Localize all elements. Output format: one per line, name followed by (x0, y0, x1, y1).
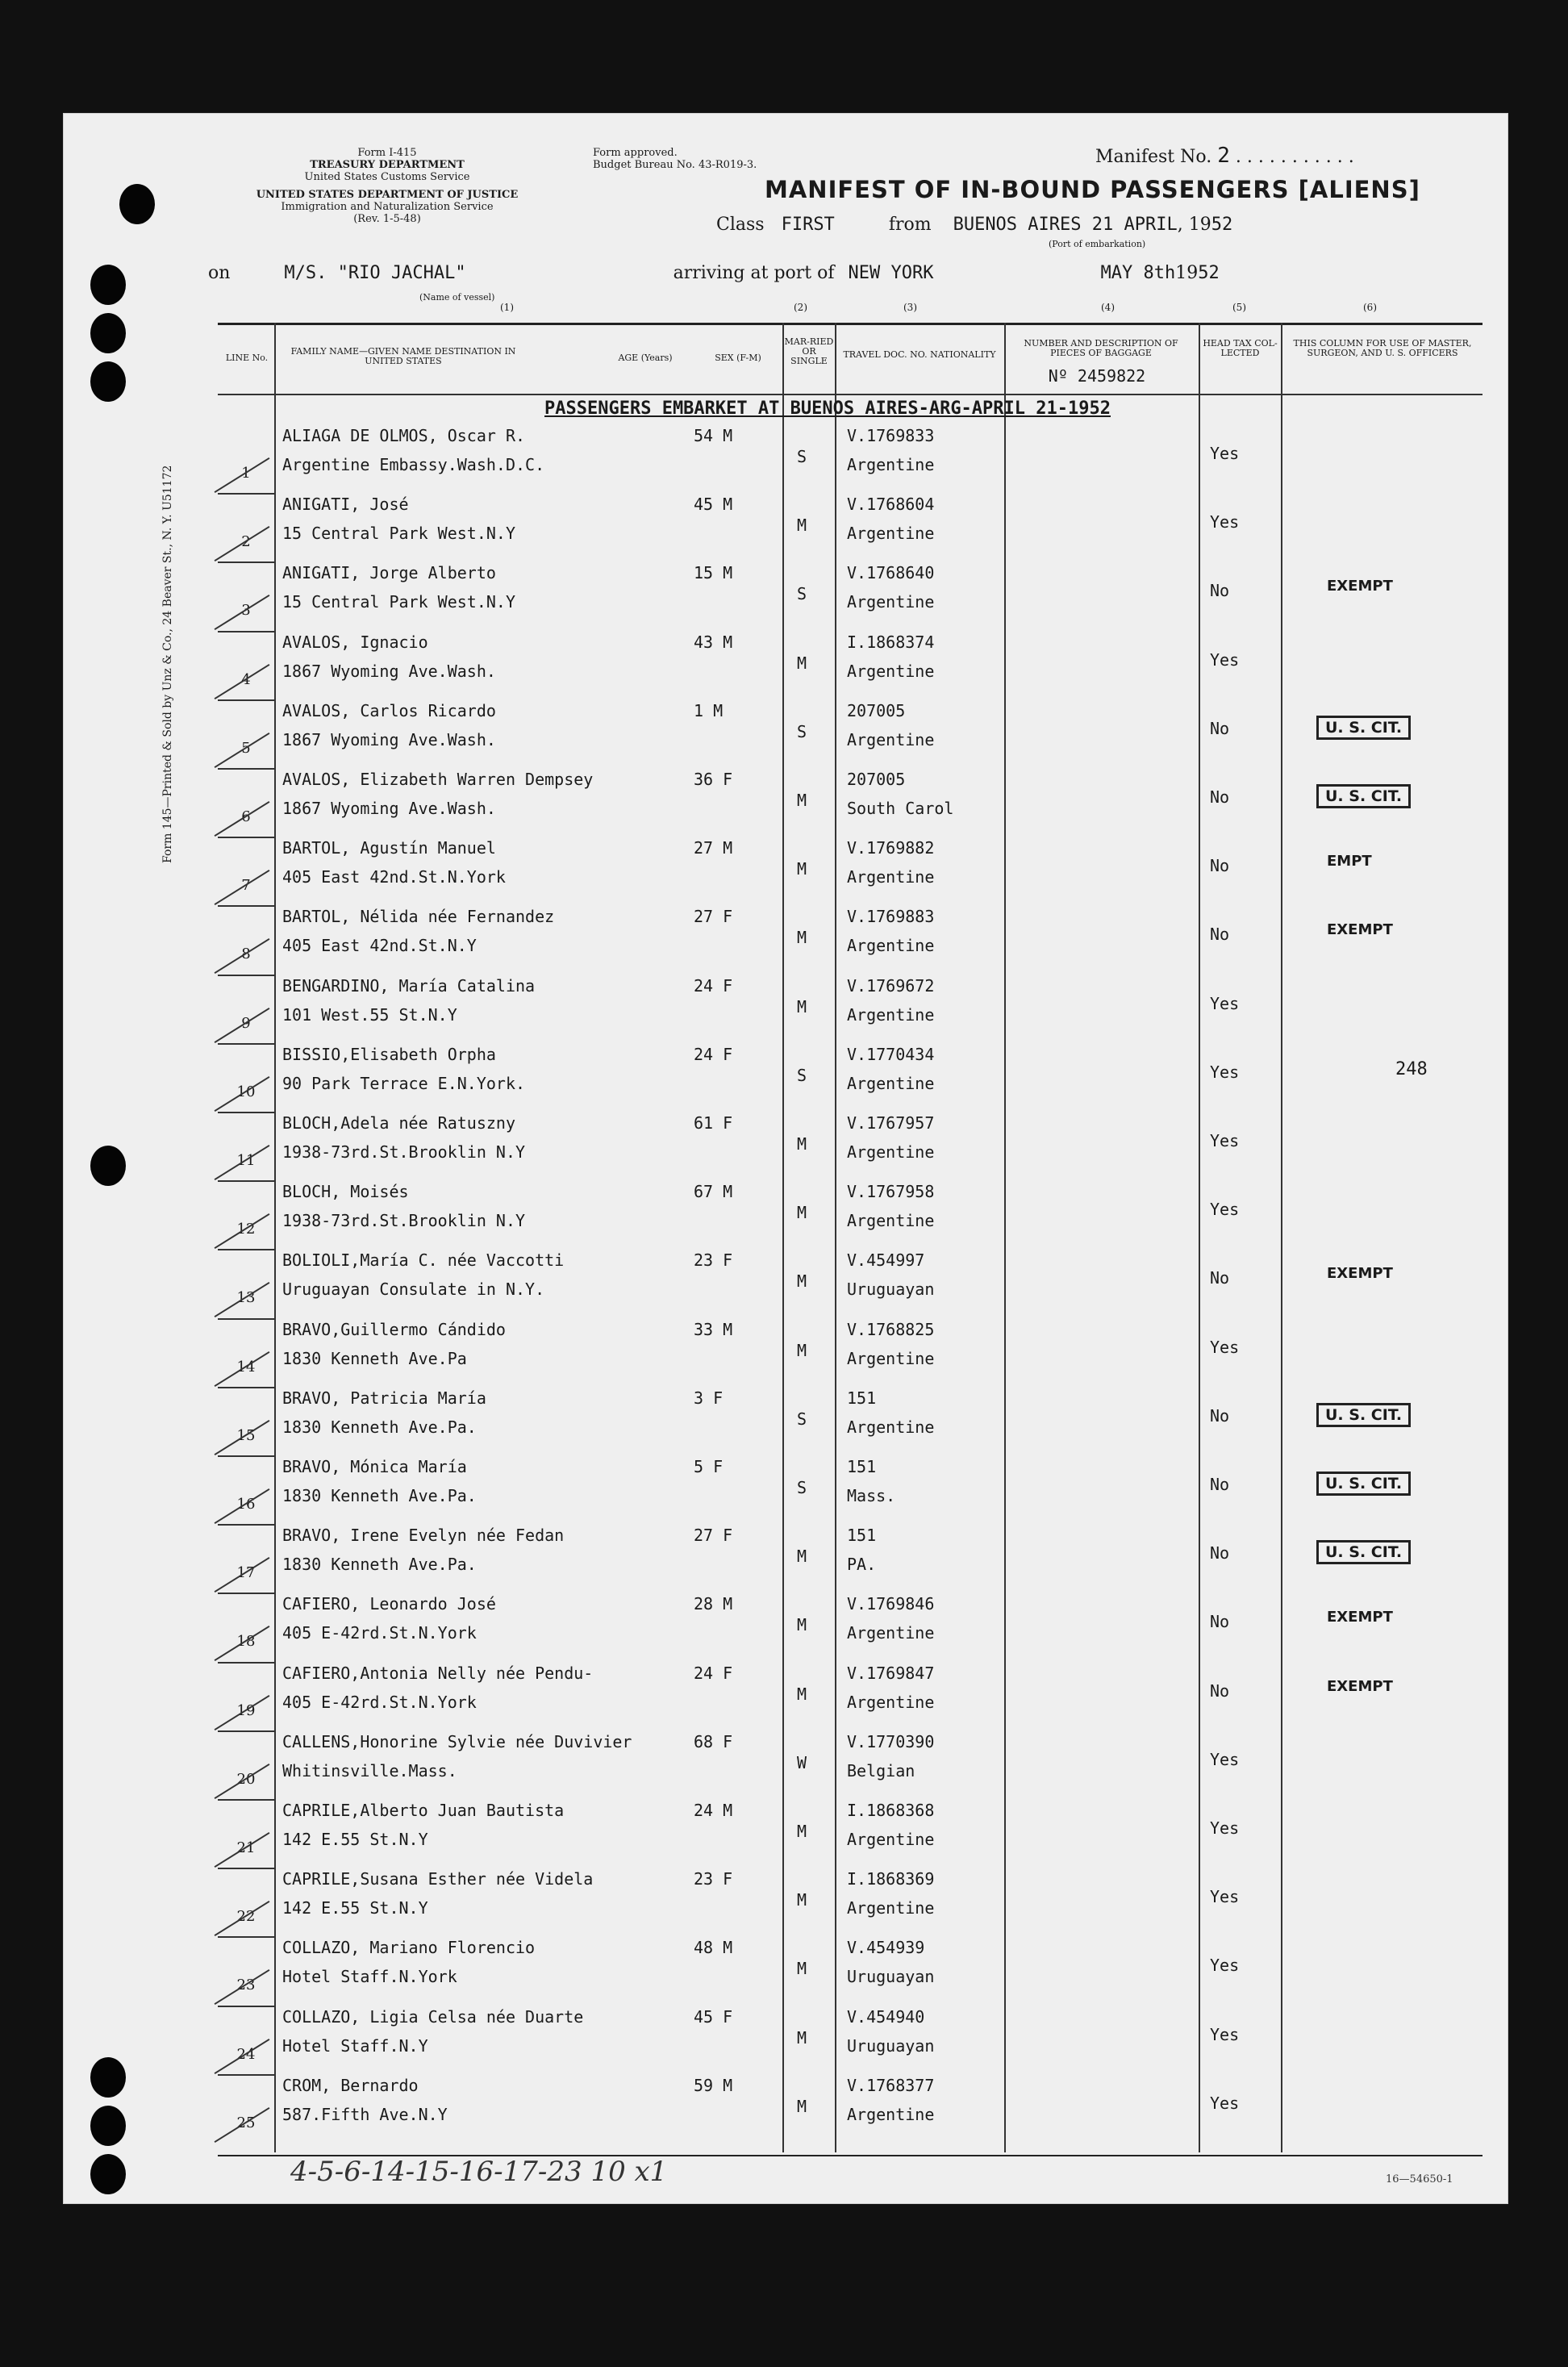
line-number: 6 (241, 808, 251, 825)
marital-status: M (797, 1203, 807, 1223)
line-number: 2 (241, 533, 251, 551)
th-age: AGE (Years) (618, 353, 673, 363)
punch-hole (90, 2154, 126, 2194)
passenger-name: COLLAZO, Ligia Celsa née Duarte (282, 2006, 584, 2027)
age-sex: 45 M (694, 495, 733, 515)
head-tax: Yes (1210, 2024, 1240, 2044)
nationality: Argentine (847, 455, 935, 474)
head-tax: No (1210, 1475, 1230, 1494)
head-tax: Yes (1210, 2093, 1240, 2113)
line-number: 1 (241, 465, 251, 482)
col-num: (1) (500, 302, 514, 313)
travel-doc-number: V.1768604 (847, 495, 935, 515)
arrival-date: MAY 8th (1100, 263, 1176, 283)
dept-block (202, 189, 573, 225)
marital-status: M (797, 859, 807, 879)
nationality: Belgian (847, 1760, 915, 1780)
age-sex: 48 M (694, 1938, 733, 1958)
passenger-name: BRAVO, Irene Evelyn née Fedan (282, 1526, 565, 1546)
ins-service: Immigration and Naturalization Service (281, 201, 494, 213)
travel-doc-number: I.1868369 (847, 1869, 935, 1889)
head-tax: No (1210, 856, 1230, 876)
age-sex: 24 F (694, 975, 733, 996)
marital-status: W (797, 1752, 807, 1772)
line-number: 25 (236, 2114, 256, 2131)
travel-doc-number: 207005 (847, 700, 906, 720)
marital-status: M (797, 653, 807, 673)
head-tax: Yes (1210, 649, 1240, 670)
col-num: (2) (794, 302, 807, 313)
form-number: Form I-415 (357, 147, 417, 159)
punch-hole (90, 2057, 126, 2098)
destination: 1830 Kenneth Ave.Pa. (282, 1486, 477, 1505)
embarkation-note: PASSENGERS EMBARKET AT BUENOS AIRES-ARG-APRIL 21-1952 (544, 399, 1111, 419)
passenger-name: ANIGATI, José (282, 495, 409, 515)
header-rule (218, 394, 1483, 395)
passenger-name: BLOCH, Moisés (282, 1182, 409, 1202)
vessel-name: M/S. "RIO JACHAL" (284, 263, 466, 283)
table-row (218, 976, 1483, 1046)
travel-doc-number: V.1767957 (847, 1113, 935, 1133)
line-number: 17 (236, 1564, 256, 1582)
head-tax: Yes (1210, 512, 1240, 532)
travel-doc-number: V.1769883 (847, 907, 935, 927)
passenger-name: CAPRILE,Susana Esther née Videla (282, 1869, 594, 1889)
th-baggage: NUMBER AND DESCRIPTION OF PIECES OF BAGGAGE (1024, 338, 1178, 358)
treasury-dept: TREASURY DEPARTMENT (310, 159, 465, 171)
head-tax: No (1210, 1405, 1230, 1426)
officer-remark: EMPT (1327, 853, 1372, 870)
destination: 405 East 42nd.St.N.York (282, 867, 506, 887)
passenger-name: CAFIERO, Leonardo José (282, 1594, 496, 1614)
travel-doc-number: I.1868374 (847, 632, 935, 652)
form-approved: Form approved. (593, 147, 678, 159)
table-row (218, 1250, 1483, 1320)
passenger-name: CAFIERO,Antonia Nelly née Pendu- (282, 1663, 594, 1683)
age-sex: 15 M (694, 563, 733, 583)
nationality: Argentine (847, 1830, 935, 1849)
port-embark-caption: (Port of embarkation) (1049, 239, 1146, 249)
line-number: 7 (241, 877, 251, 895)
marital-status: M (797, 1134, 807, 1154)
passenger-name: CROM, Bernardo (282, 2075, 419, 2095)
vessel-line (208, 263, 1483, 283)
line-number: 24 (236, 2045, 256, 2063)
age-sex: 45 F (694, 2006, 733, 2027)
marital-status: M (797, 1959, 807, 1979)
destination: 1830 Kenneth Ave.Pa. (282, 1555, 477, 1575)
travel-doc-number: 151 (847, 1526, 877, 1546)
class-value: FIRST (781, 215, 835, 235)
nationality: PA. (847, 1555, 877, 1575)
marital-status: M (797, 1890, 807, 1910)
us-citizen-stamp: U. S. CIT. (1316, 1403, 1411, 1427)
line-number: 9 (241, 1014, 251, 1032)
head-tax: Yes (1210, 1956, 1240, 1976)
marital-status: M (797, 1547, 807, 1567)
table-row (218, 907, 1483, 976)
destination: 587.Fifth Ave.N.Y (282, 2104, 448, 2124)
dept-justice: UNITED STATES DEPARTMENT OF JUSTICE (256, 189, 519, 201)
marital-status: M (797, 516, 807, 536)
marital-status: M (797, 1340, 807, 1360)
table-row (218, 1594, 1483, 1664)
passenger-name: ALIAGA DE OLMOS, Oscar R. (282, 426, 526, 445)
nationality: Argentine (847, 729, 935, 749)
marital-status: S (797, 1478, 807, 1497)
th-name: FAMILY NAME—GIVEN NAME DESTINATION IN UNITED STATES (290, 346, 516, 366)
head-tax: Yes (1210, 1749, 1240, 1769)
line-number: 4 (241, 670, 251, 688)
passenger-name: BENGARDINO, María Catalina (282, 975, 536, 996)
line-number: 8 (241, 946, 251, 963)
handwritten-tally: 4-5-6-14-15-16-17-23 10 x1 (290, 2156, 668, 2188)
travel-doc-number: 151 (847, 1457, 877, 1476)
marital-status: M (797, 791, 807, 810)
col-num: (6) (1363, 302, 1377, 313)
from-label: from (888, 215, 932, 235)
line-number: 13 (236, 1289, 256, 1307)
th-married: MAR-RIED OR SINGLE (784, 336, 834, 366)
head-tax: Yes (1210, 1200, 1240, 1220)
head-tax: Yes (1210, 1062, 1240, 1082)
passenger-name: AVALOS, Elizabeth Warren Dempsey (282, 770, 594, 789)
travel-doc-number: V.1767958 (847, 1182, 935, 1202)
head-tax: Yes (1210, 1131, 1240, 1150)
officer-remark: EXEMPT (1327, 1609, 1393, 1626)
table-row (218, 838, 1483, 908)
table-row (218, 1664, 1483, 1733)
destination: 15 Central Park West.N.Y (282, 592, 515, 612)
punch-hole (90, 1146, 126, 1186)
th-travel-doc: TRAVEL DOC. NO. NATIONALITY (843, 349, 996, 360)
marital-status: M (797, 928, 807, 948)
customs-service: United States Customs Service (304, 171, 470, 183)
destination: 405 E-42rd.St.N.York (282, 1692, 477, 1712)
table-row (218, 1457, 1483, 1526)
manifest-number (1095, 144, 1354, 168)
col-num: (4) (1101, 302, 1115, 313)
age-sex: 36 F (694, 770, 733, 789)
embark-year: 52 (1211, 215, 1233, 235)
officer-remark: 248 (1395, 1058, 1428, 1079)
table-row (218, 1526, 1483, 1595)
punch-hole (90, 265, 126, 305)
destination: 101 West.55 St.N.Y (282, 1004, 457, 1025)
th-head-tax: HEAD TAX COL-LECTED (1203, 338, 1278, 358)
age-sex: 5 F (694, 1457, 724, 1476)
table-row (218, 1388, 1483, 1458)
destination: 1867 Wyoming Ave.Wash. (282, 661, 496, 681)
marital-status: M (797, 2096, 807, 2116)
table-row (218, 701, 1483, 770)
table-row (218, 1045, 1483, 1114)
line-number: 11 (236, 1152, 256, 1169)
nationality: Uruguayan (847, 2035, 935, 2056)
head-tax: No (1210, 1680, 1230, 1701)
destination: 1867 Wyoming Ave.Wash. (282, 729, 496, 749)
table-row (218, 632, 1483, 702)
table-row (218, 1938, 1483, 2007)
col-num: (5) (1232, 302, 1246, 313)
age-sex: 54 M (694, 426, 733, 445)
arrival-year: 52 (1198, 263, 1220, 283)
head-tax: Yes (1210, 1818, 1240, 1838)
age-sex: 24 M (694, 1801, 733, 1820)
destination: 90 Park Terrace E.N.York. (282, 1073, 526, 1093)
age-sex: 59 M (694, 2075, 733, 2095)
destination: 1938-73rd.St.Brooklin N.Y (282, 1211, 526, 1231)
marital-status: S (797, 721, 807, 741)
rev-date: (Rev. 1-5-48) (353, 213, 421, 225)
head-tax: No (1210, 925, 1230, 945)
nationality: Argentine (847, 1348, 935, 1368)
travel-doc-number: 151 (847, 1388, 877, 1408)
on-label: on (208, 263, 231, 283)
passenger-name: ANIGATI, Jorge Alberto (282, 563, 496, 583)
class-line (716, 215, 1474, 235)
head-tax: No (1210, 787, 1230, 807)
passenger-name: BLOCH,Adela née Ratuszny (282, 1113, 515, 1133)
us-citizen-stamp: U. S. CIT. (1316, 1472, 1411, 1496)
table-row (218, 2007, 1483, 2077)
vessel-caption: (Name of vessel) (419, 292, 495, 303)
punch-hole (119, 184, 155, 224)
baggage-number: Nº 2459822 (1048, 366, 1146, 386)
travel-doc-number: V.1768825 (847, 1319, 935, 1339)
travel-doc-number: V.454939 (847, 1938, 925, 1958)
age-sex: 24 F (694, 1663, 733, 1683)
destination: 1938-73rd.St.Brooklin N.Y (282, 1142, 526, 1162)
marital-status: M (797, 1822, 807, 1841)
nationality: Argentine (847, 1692, 935, 1712)
us-citizen-stamp: U. S. CIT. (1316, 1540, 1411, 1564)
table-row (218, 2076, 1483, 2145)
line-number: 18 (236, 1633, 256, 1651)
line-number: 16 (236, 1496, 256, 1513)
arrival-port: NEW YORK (848, 263, 934, 283)
officer-remark: EXEMPT (1327, 921, 1393, 939)
table-row (218, 1732, 1483, 1801)
line-number: 19 (236, 1701, 256, 1719)
destination: 1867 Wyoming Ave.Wash. (282, 799, 496, 818)
marital-status: M (797, 996, 807, 1017)
age-sex: 23 F (694, 1869, 733, 1889)
passenger-name: CAPRILE,Alberto Juan Bautista (282, 1801, 565, 1820)
manifest-value: 2 (1217, 144, 1230, 168)
age-sex: 23 F (694, 1250, 733, 1271)
age-sex: 27 M (694, 838, 733, 858)
passenger-name: CALLENS,Honorine Sylvie née Duvivier (282, 1731, 632, 1751)
nationality: South Carol (847, 799, 954, 818)
marital-status: S (797, 447, 807, 466)
line-number: 12 (236, 1221, 256, 1238)
nationality: Argentine (847, 1142, 935, 1162)
passenger-name: BISSIO,Elisabeth Orpha (282, 1044, 496, 1064)
approval-block (593, 147, 835, 171)
line-number: 20 (236, 1770, 256, 1788)
travel-doc-number: V.1768640 (847, 563, 935, 583)
class-label: Class (716, 215, 765, 235)
travel-doc-number: V.1770434 (847, 1044, 935, 1064)
travel-doc-number: V.1769846 (847, 1594, 935, 1614)
marital-status: M (797, 1615, 807, 1635)
destination: Argentine Embassy.Wash.D.C. (282, 455, 545, 474)
destination: 142 E.55 St.N.Y (282, 1830, 428, 1849)
printer-imprint: Form 145—Printed & Sold by Unz & Co., 24 Beaver St., N. Y. U51172 (161, 465, 174, 863)
passenger-name: AVALOS, Ignacio (282, 632, 428, 652)
line-number: 15 (236, 1426, 256, 1444)
officer-remark: EXEMPT (1327, 1677, 1393, 1695)
head-tax: Yes (1210, 1337, 1240, 1357)
age-sex: 24 F (694, 1044, 733, 1064)
th-officers: THIS COLUMN FOR USE OF MASTER, SURGEON, AND U. S. OFFICERS (1293, 338, 1472, 358)
travel-doc-number: V.1769833 (847, 426, 935, 445)
line-number: 14 (236, 1358, 256, 1376)
destination: 142 E.55 St.N.Y (282, 1898, 428, 1918)
nationality: Argentine (847, 936, 935, 956)
head-tax: No (1210, 1268, 1230, 1288)
nationality: Argentine (847, 1073, 935, 1093)
nationality: Argentine (847, 592, 935, 612)
col-num: (3) (903, 302, 917, 313)
arriving-label: arriving at port of (673, 263, 835, 283)
marital-status: M (797, 2027, 807, 2048)
destination: 1830 Kenneth Ave.Pa. (282, 1417, 477, 1437)
nationality: Argentine (847, 2104, 935, 2124)
travel-doc-number: V.1769882 (847, 838, 935, 858)
head-tax: No (1210, 581, 1230, 601)
line-number: 23 (236, 1977, 256, 1994)
nationality: Uruguayan (847, 1967, 935, 1987)
passenger-name: BOLIOLI,María C. née Vaccotti (282, 1250, 565, 1271)
nationality: Argentine (847, 1004, 935, 1025)
manifest-label: Manifest No. (1095, 147, 1212, 167)
marital-status: S (797, 584, 807, 604)
nationality: Argentine (847, 1211, 935, 1231)
nationality: Argentine (847, 1898, 935, 1918)
marital-status: S (797, 1409, 807, 1429)
nationality: Argentine (847, 1417, 935, 1437)
head-tax: Yes (1210, 993, 1240, 1013)
passenger-name: BRAVO,Guillermo Cándido (282, 1319, 506, 1339)
passenger-name: AVALOS, Carlos Ricardo (282, 700, 496, 720)
passenger-name: BRAVO, Mónica María (282, 1457, 467, 1476)
table-row (218, 1801, 1483, 1870)
age-sex: 27 F (694, 907, 733, 927)
passenger-name: BARTOL, Agustín Manuel (282, 838, 496, 858)
age-sex: 27 F (694, 1526, 733, 1546)
year-prefix: , 19 (1177, 215, 1211, 235)
table-row (218, 1113, 1483, 1183)
travel-doc-number: I.1868368 (847, 1801, 935, 1820)
line-number: 10 (236, 1083, 256, 1100)
age-sex: 3 F (694, 1388, 724, 1408)
travel-doc-number: V.454997 (847, 1250, 925, 1271)
line-number: 5 (241, 739, 251, 757)
nationality: Uruguayan (847, 1280, 935, 1300)
page-title: MANIFEST OF IN-BOUND PASSENGERS [ALIENS] (765, 176, 1420, 203)
destination: 1830 Kenneth Ave.Pa (282, 1348, 467, 1368)
head-tax: No (1210, 1543, 1230, 1563)
passenger-name: BARTOL, Nélida née Fernandez (282, 907, 555, 927)
table-row (218, 1869, 1483, 1939)
travel-doc-number: V.1769672 (847, 975, 935, 996)
age-sex: 33 M (694, 1319, 733, 1339)
age-sex: 61 F (694, 1113, 733, 1133)
destination: 405 E-42rd.St.N.York (282, 1623, 477, 1643)
head-tax: Yes (1210, 1887, 1240, 1907)
destination: Hotel Staff.N.York (282, 1967, 457, 1987)
nationality: Argentine (847, 661, 935, 681)
marital-status: M (797, 1684, 807, 1704)
nationality: Argentine (847, 867, 935, 887)
officer-remark: EXEMPT (1327, 578, 1393, 595)
travel-doc-number: 207005 (847, 770, 906, 789)
table-row (218, 1320, 1483, 1389)
head-tax: No (1210, 718, 1230, 738)
punch-hole (90, 361, 126, 402)
passenger-name: COLLAZO, Mariano Florencio (282, 1938, 536, 1958)
travel-doc-number: V.1770390 (847, 1731, 935, 1751)
table-row (218, 563, 1483, 632)
line-number: 3 (241, 602, 251, 620)
punch-hole (90, 2106, 126, 2146)
th-line-no: LINE No. (225, 353, 269, 363)
age-sex: 43 M (694, 632, 733, 652)
destination: Uruguayan Consulate in N.Y. (282, 1280, 545, 1300)
age-sex: 1 M (694, 700, 724, 720)
nationality: Argentine (847, 1623, 935, 1643)
travel-doc-number: V.1769847 (847, 1663, 935, 1683)
form-block (266, 147, 508, 183)
travel-doc-number: V.454940 (847, 2006, 925, 2027)
table-row (218, 495, 1483, 564)
destination: Whitinsville.Mass. (282, 1760, 457, 1780)
table-row (218, 770, 1483, 839)
travel-doc-number: V.1768377 (847, 2075, 935, 2095)
age-sex: 68 F (694, 1731, 733, 1751)
port-embarkation: BUENOS AIRES 21 APRIL (953, 215, 1178, 235)
officer-remark: EXEMPT (1327, 1265, 1393, 1283)
line-number: 22 (236, 1908, 256, 1926)
nationality: Argentine (847, 524, 935, 544)
us-citizen-stamp: U. S. CIT. (1316, 716, 1411, 740)
arrival-year-prefix: 19 (1175, 263, 1199, 283)
th-sex: SEX (F-M) (715, 353, 761, 363)
punch-hole (90, 313, 126, 353)
head-tax: No (1210, 1612, 1230, 1632)
head-tax: Yes (1210, 444, 1240, 463)
destination: 405 East 42nd.St.N.Y (282, 936, 477, 956)
budget-bureau: Budget Bureau No. 43-R019-3. (593, 159, 757, 171)
line-number: 21 (236, 1839, 256, 1856)
table-row (218, 1182, 1483, 1251)
us-citizen-stamp: U. S. CIT. (1316, 784, 1411, 808)
manifest-dots: . . . . . . . . . . . (1235, 147, 1354, 167)
destination: 15 Central Park West.N.Y (282, 524, 515, 544)
marital-status: M (797, 1271, 807, 1292)
marital-status: S (797, 1065, 807, 1085)
passenger-name: BRAVO, Patricia María (282, 1388, 486, 1408)
table-row (218, 426, 1483, 495)
form-code: 16—54650-1 (1386, 2173, 1453, 2185)
nationality: Mass. (847, 1486, 896, 1505)
age-sex: 67 M (694, 1182, 733, 1202)
destination: Hotel Staff.N.Y (282, 2035, 428, 2056)
age-sex: 28 M (694, 1594, 733, 1614)
